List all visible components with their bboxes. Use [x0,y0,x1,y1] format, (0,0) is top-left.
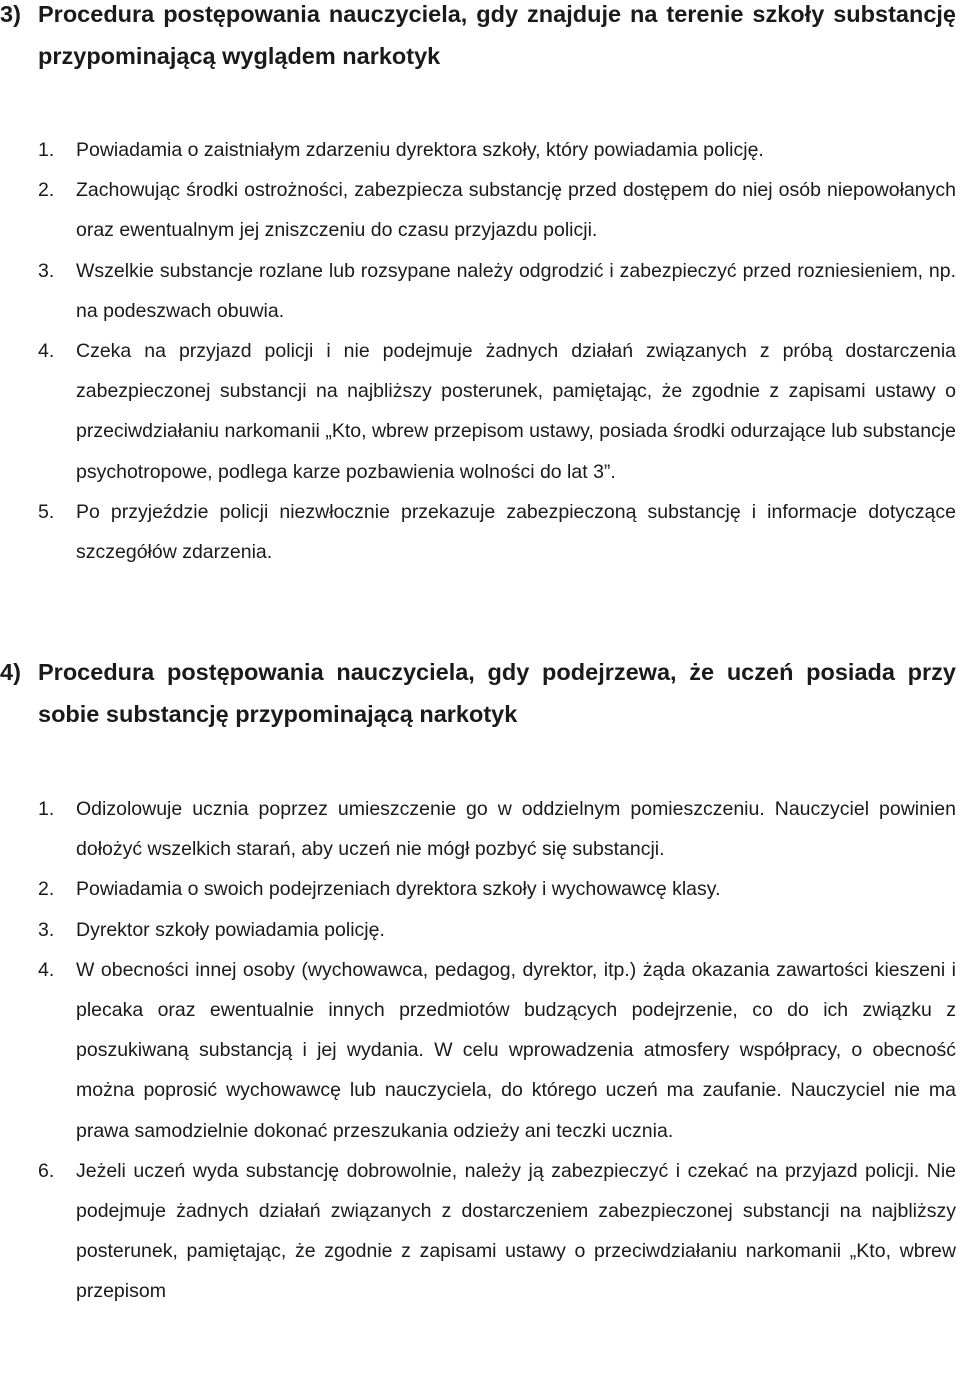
list-item [0,869,960,909]
list-item [0,492,960,572]
list-item [0,331,960,492]
list-item [0,170,960,250]
section-4-list [0,789,960,1312]
section-4-heading [0,651,960,735]
list-item-text: Zachowując środki ostrożności, zabezpiecza substancję przed dostępem do niej osób niepowołanych oraz ewentualnym jej zniszczeniu do czasu przyjazdu policji. [76,179,956,242]
list-item-number: 3. [38,259,55,282]
list-item-text: Odizolowuje ucznia poprzez umieszczenie go w oddzielnym pomieszczeniu. Nauczyciel powinien dołożyć wszelkich starań, aby uczeń nie mógł pozbyć się substancji. [76,798,956,861]
list-item-number: 1. [38,139,55,161]
list-item-text: Wszelkie substancje rozlane lub rozsypane należy odgrodzić i zabezpieczyć przed rozniesieniem, np. na podeszwach obuwia. [76,259,956,322]
list-item [0,130,960,170]
list-item [0,789,960,869]
section-3-title: Procedura postępowania nauczyciela, gdy znajduje na terenie szkoły substancję przypominającą wyglądem narkotyk [38,1,956,69]
section-3-list [0,130,960,572]
list-item-number: 2. [38,179,55,202]
list-item-number: 2. [38,878,55,901]
list-item [0,1151,960,1312]
list-item-text: W obecności innej osoby (wychowawca, pedagog, dyrektor, itp.) żąda okazania zawartości kieszeni i plecaka oraz ewentualnie innych przedmiotów budzących podejrzenie, co do ich związku z poszukiwaną substancją i jej wydania. W celu wprowadzenia atmosfery współpracy, o obecność można poprosić wychowawcę lub nauczyciela, do którego uczeń ma zaufanie. Nauczyciel nie ma prawa samodzielnie dokonać przeszukania odzieży ani teczki ucznia. [76,958,956,1142]
list-item-text: Powiadamia o zaistniałym zdarzeniu dyrektora szkoły, który powiadamia policję. [76,139,764,161]
section-4-number: 4) [0,659,21,685]
list-item-number: 4. [38,958,55,981]
list-item-number: 4. [38,340,55,363]
list-item-text: Jeżeli uczeń wyda substancję dobrowolnie, należy ją zabezpieczyć i czekać na przyjazd policji. Nie podejmuje żadnych działań związanych z dostarczeniem zabezpieczonej substancji na najbliższy posterunek, pamiętając, że zgodnie z zapisami ustawy o przeciwdziałaniu narkomanii „Kto, wbrew przepisom [76,1159,956,1303]
list-item [0,910,960,950]
list-item-number: 1. [38,798,55,820]
list-item-number: 5. [38,500,55,523]
section-4-title: Procedura postępowania nauczyciela, gdy podejrzewa, że uczeń posiada przy sobie substancję przypominającą narkotyk [38,659,956,727]
section-3-number: 3) [0,1,21,27]
list-item-text: Po przyjeździe policji niezwłocznie przekazuje zabezpieczoną substancję i informacje dotyczące szczegółów zdarzenia. [76,500,956,564]
list-item-text: Dyrektor szkoły powiadamia policję. [76,918,385,941]
list-item [0,950,960,1151]
list-item-number: 3. [38,918,55,941]
list-item-number: 6. [38,1159,55,1182]
list-item-text: Powiadamia o swoich podejrzeniach dyrektora szkoły i wychowawcę klasy. [76,878,721,901]
list-item-text: Czeka na przyjazd policji i nie podejmuje żadnych działań związanych z próbą dostarczenia zabezpieczonej substancji na najbliższy posterunek, pamiętając, że zgodnie z zapisami ustawy o przeciwdziałaniu narkomanii „Kto, wbrew przepisom ustawy, posiada środki odurzające lub substancje psychotropowe, podlega karze pozbawienia wolności do lat 3”. [76,340,956,483]
list-item [0,251,960,331]
section-3-heading [0,0,960,77]
